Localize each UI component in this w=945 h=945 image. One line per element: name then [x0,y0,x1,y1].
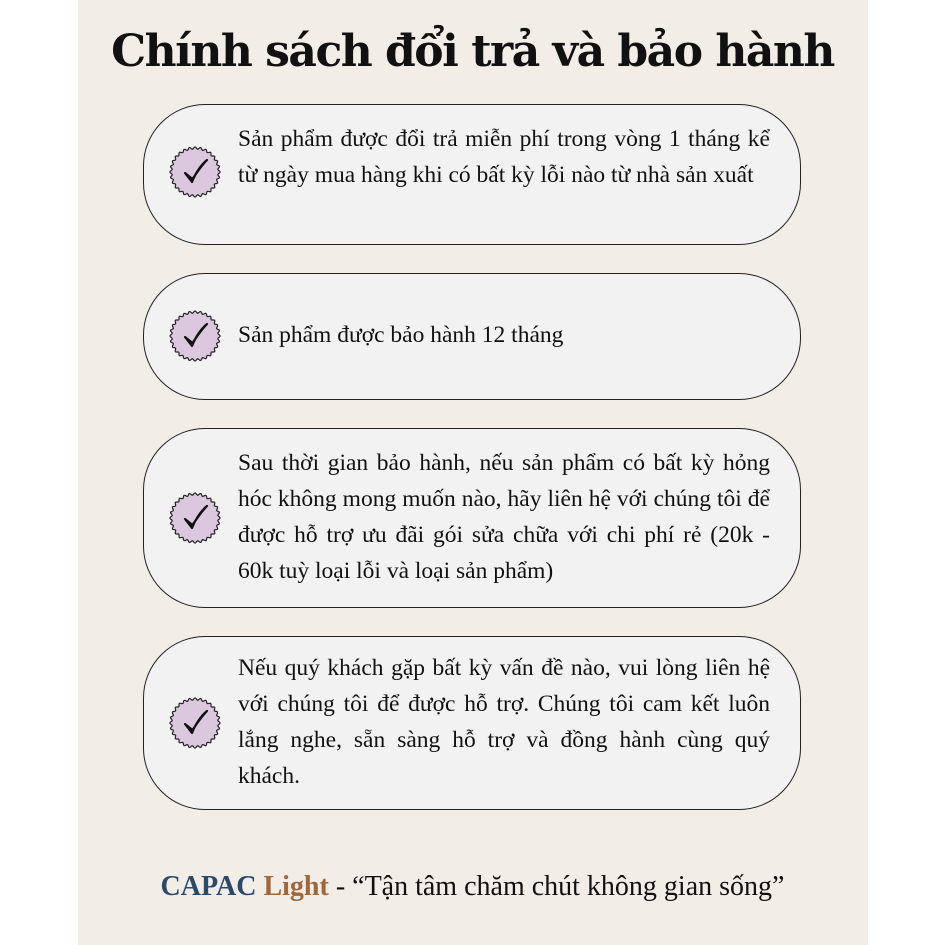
brand-capac: CAPAC [160,871,257,902]
page-title: Chính sách đổi trả và bảo hành [111,26,834,77]
footer-slogan [0,871,945,903]
footer-separator: - [328,871,353,902]
check-badge-icon [169,146,221,198]
policy-card-4 [143,636,801,810]
brand-light: Light [263,871,329,902]
policy-text-2: Sản phẩm được bảo hành 12 tháng [238,322,564,348]
footer-slogan-text: “Tận tâm chăm chút không gian sống” [352,871,785,902]
check-badge-icon [169,697,221,749]
policy-card-3 [143,428,801,608]
check-badge-icon [169,310,221,362]
policy-card-2 [143,273,801,400]
policy-card-1 [143,104,801,245]
policy-text-3: Sau thời gian bảo hành, nếu sản phẩm có bất kỳ hỏng hóc không mong muốn nào, hãy liên hệ với chúng tôi để được hỗ trợ ưu đãi gói sửa chữa với chi phí rẻ (20k - 60k tuỳ loại lỗi và loại sản phẩm) [238,450,770,584]
policy-text-1: Sản phẩm được đổi trả miễn phí trong vòng 1 tháng kể từ ngày mua hàng khi có bất kỳ lỗi nào từ nhà sản xuất [238,126,770,188]
check-badge-icon [169,492,221,544]
policy-text-4: Nếu quý khách gặp bất kỳ vấn đề nào, vui lòng liên hệ với chúng tôi để được hỗ trợ. Chúng tôi cam kết luôn lắng nghe, sẵn sàng hỗ trợ và đồng hành cùng quý khách. [238,655,770,789]
